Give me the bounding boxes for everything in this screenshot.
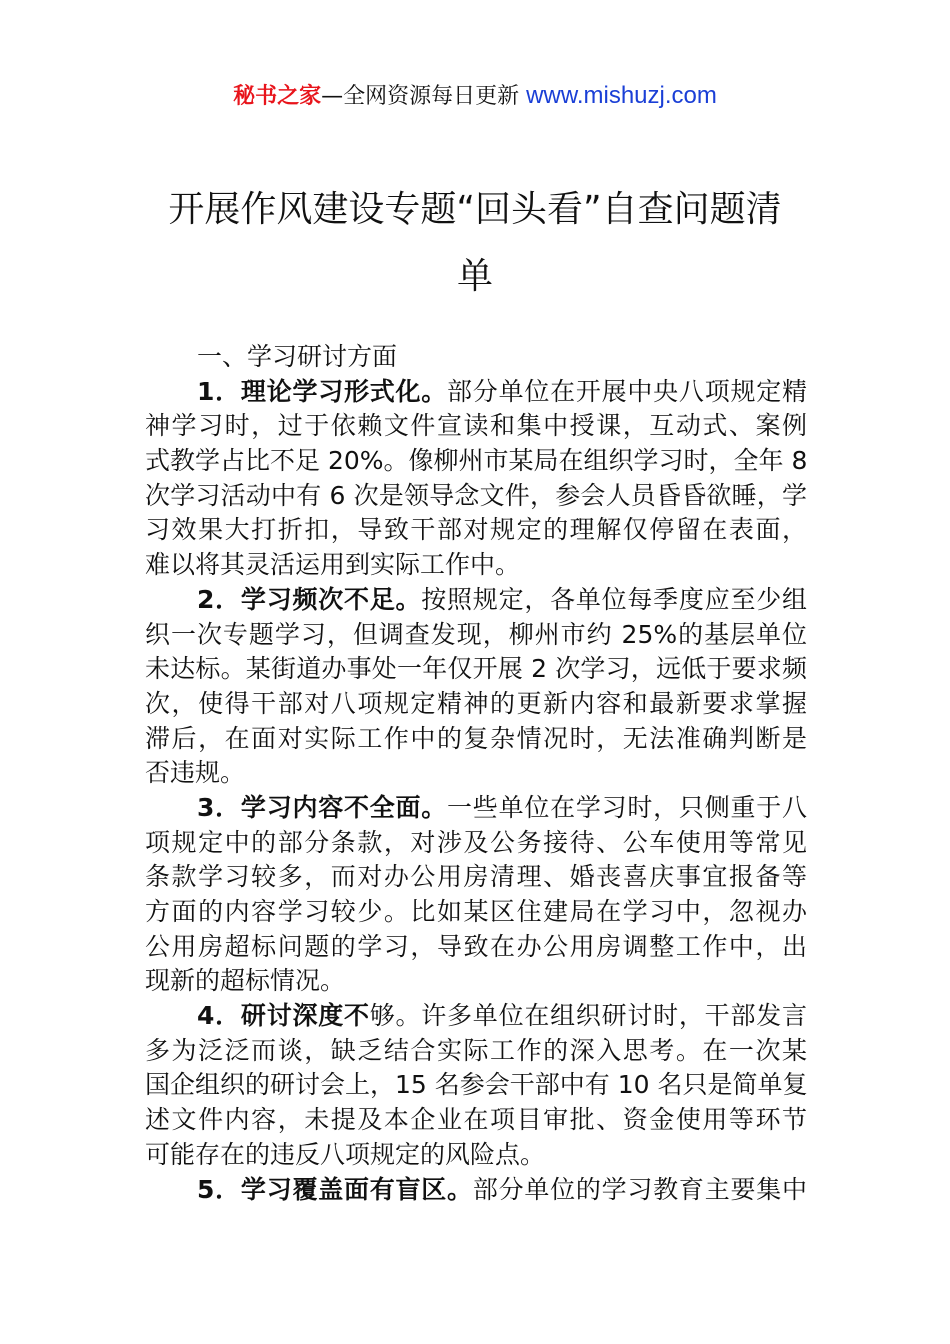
paragraph-line xyxy=(145,444,807,479)
paragraph-lead: 5．学习覆盖面有盲区。 xyxy=(197,1174,473,1204)
paragraph-line xyxy=(145,930,807,965)
paragraph-line xyxy=(145,652,807,687)
paragraph xyxy=(145,583,807,791)
paragraph-line xyxy=(145,548,807,583)
paragraph-text: 一些单位在学习时，只侧重于八 xyxy=(447,792,807,822)
paragraph-text: 次，使得干部对八项规定精神的更新内容和最新要求掌握 xyxy=(145,688,807,718)
paragraph xyxy=(145,999,807,1172)
paragraph-text: 否违规。 xyxy=(145,758,246,788)
title-line-2: 单 xyxy=(456,256,493,297)
section-heading: 一、学习研讨方面 xyxy=(197,342,398,371)
paragraph-text: 难以将其灵活运用到实际工作中。 xyxy=(145,550,521,580)
paragraph-text: 述文件内容，未提及本企业在项目审批、资金使用等环节 xyxy=(145,1105,807,1135)
paragraph-text: 次学习活动中有 6 次是领导念文件，参会人员昏昏欲睡，学 xyxy=(145,480,807,510)
paragraph-line xyxy=(145,375,807,410)
paragraph-text: 国企组织的研讨会上，15 名参会干部中有 10 名只是简单复 xyxy=(145,1070,808,1100)
paragraph-text: 条款学习较多，而对办公用房清理、婚丧喜庆事宜报备等 xyxy=(145,862,807,892)
paragraph-line xyxy=(145,964,807,999)
paragraph-line xyxy=(145,791,807,826)
paragraph-text: 神学习时，过于依赖文件宣读和集中授课，互动式、案例 xyxy=(145,411,807,441)
paragraph-line xyxy=(145,1173,807,1208)
paragraph-lead: 3．学习内容不全面。 xyxy=(197,792,448,822)
brand-name: 秘书之家 xyxy=(233,84,322,109)
paragraph-line xyxy=(145,860,807,895)
paragraph-line xyxy=(145,999,807,1034)
paragraph-line xyxy=(145,479,807,514)
paragraph-text: 滞后，在面对实际工作中的复杂情况时，无法准确判断是 xyxy=(145,723,807,753)
paragraph-text: 织一次专题学习，但调查发现，柳州市约 25%的基层单位 xyxy=(145,619,807,649)
paragraph xyxy=(145,791,807,999)
paragraph xyxy=(145,1173,807,1208)
paragraph-text: 习效果大打折扣，导致干部对规定的理解仅停留在表面， xyxy=(145,515,807,545)
paragraph-lead: 2．学习频次不足。 xyxy=(197,584,422,614)
header-slogan: —全网资源每日更新 xyxy=(321,84,520,109)
paragraph-line xyxy=(145,409,807,444)
paragraph xyxy=(145,375,807,583)
title-line-1: 开展作风建设专题“回头看”自查问题清 xyxy=(168,189,782,230)
paragraph-text: 现新的超标情况。 xyxy=(145,966,346,996)
paragraph-line xyxy=(145,1103,807,1138)
paragraph-text: 可能存在的违反八项规定的风险点。 xyxy=(145,1139,546,1169)
paragraph-text: 够。许多单位在组织研讨时，干部发言 xyxy=(369,1001,807,1031)
paragraph-text: 未达标。某街道办事处一年仅开展 2 次学习，远低于要求频 xyxy=(145,654,807,684)
paragraph-line xyxy=(145,687,807,722)
paragraph-text: 部分单位在开展中央八项规定精 xyxy=(447,376,807,406)
paragraph-line xyxy=(145,895,807,930)
paragraph-text: 公用房超标问题的学习，导致在办公用房调整工作中，出 xyxy=(145,931,807,961)
paragraph-text: 多为泛泛而谈，缺乏结合实际工作的深入思考。在一次某 xyxy=(145,1035,807,1065)
paragraph-line xyxy=(145,513,807,548)
paragraph-text: 项规定中的部分条款，对涉及公务接待、公车使用等常见 xyxy=(145,827,807,857)
paragraph-text: 方面的内容学习较少。比如某区住建局在学习中，忽视办 xyxy=(145,897,807,926)
paragraph-line xyxy=(145,583,807,618)
paragraph-text: 式教学占比不足 20%。像柳州市某局在组织学习时，全年 8 xyxy=(145,446,808,476)
paragraph-line xyxy=(145,1034,807,1069)
document-title xyxy=(140,176,810,310)
paragraph-line xyxy=(145,756,807,791)
paragraph-text: 按照规定，各单位每季度应至少组 xyxy=(421,584,807,614)
paragraph-lead: 1．理论学习形式化。 xyxy=(197,376,448,406)
site-url-link[interactable]: www.mishuzj.com xyxy=(526,82,717,109)
paragraph-lead: 4．研讨深度不 xyxy=(197,1001,370,1031)
site-header xyxy=(0,80,950,113)
paragraph-text: 部分单位的学习教育主要集中 xyxy=(472,1174,807,1204)
paragraph-line xyxy=(145,618,807,653)
paragraph-line xyxy=(145,826,807,861)
paragraph-list xyxy=(145,375,807,1208)
paragraph-line xyxy=(145,1068,807,1103)
paragraph-line xyxy=(145,722,807,757)
document-body xyxy=(145,340,807,1207)
paragraph-line xyxy=(145,1138,807,1173)
